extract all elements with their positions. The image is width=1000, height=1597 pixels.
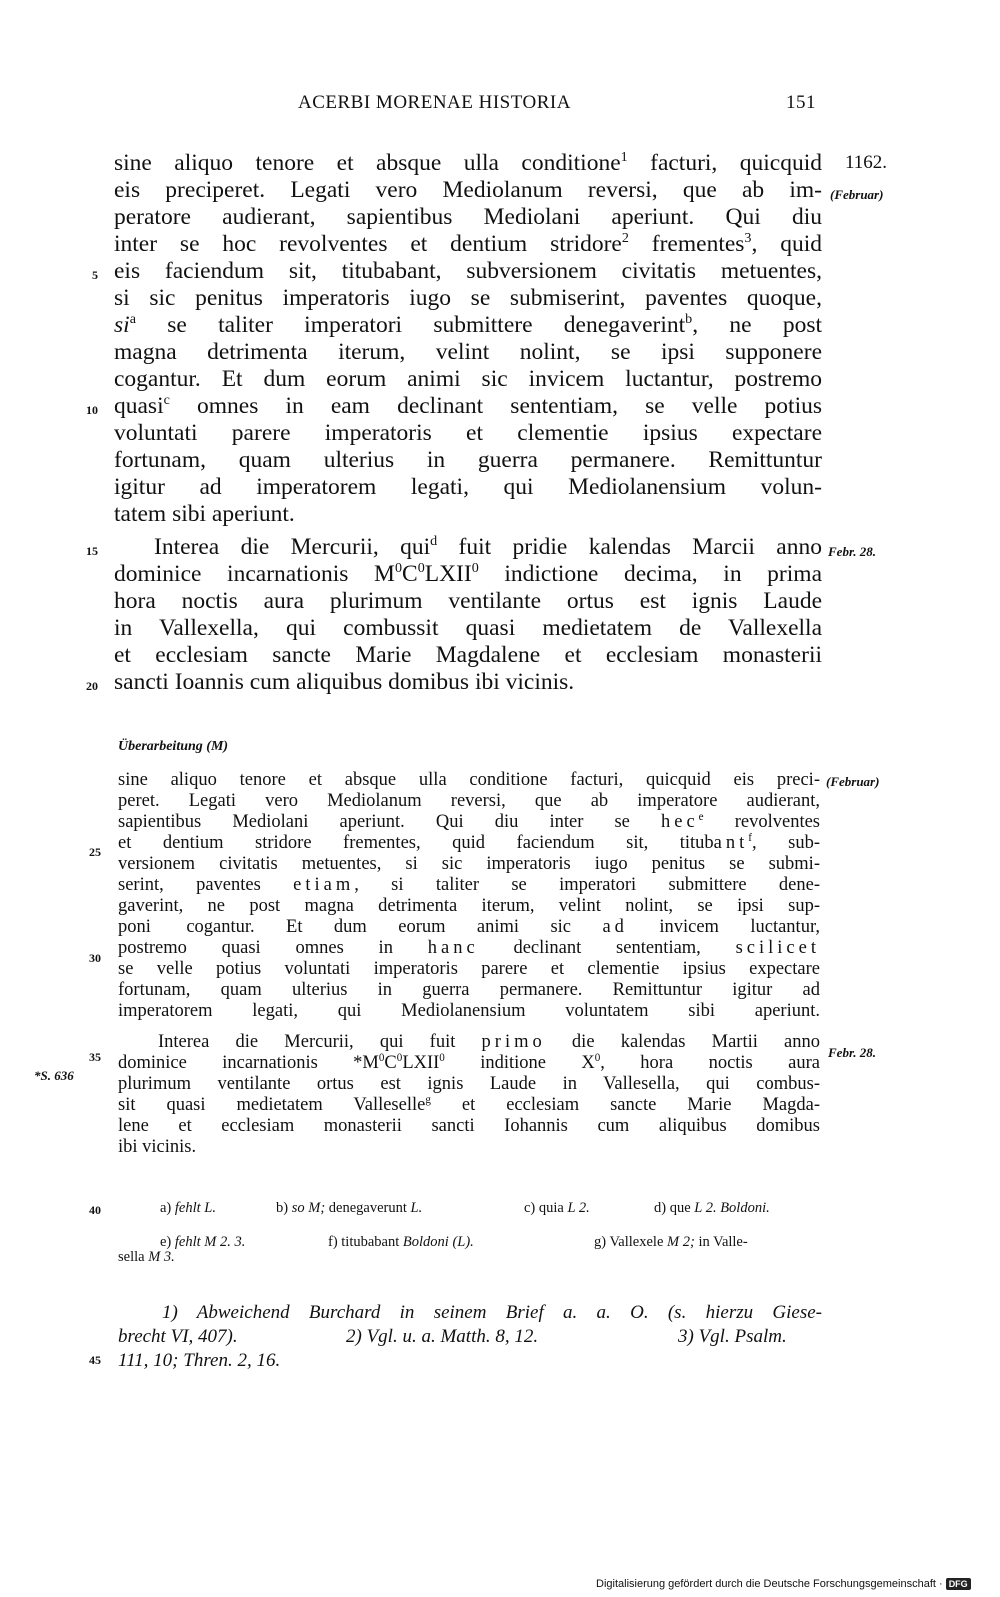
line-number-35: 35 (89, 1050, 101, 1064)
main-line-15: Interea die Mercurii, qui$^d$ fuit pridie kalendas Marcii anno (154, 533, 822, 560)
digitization-credit (596, 1578, 971, 1590)
running-title: ACERBI MORENAE HISTORIA (298, 92, 571, 113)
second-line-11: fortunam, quam ulterius in guerra permanere. Remittuntur igitur ad (118, 980, 820, 1000)
second-line-3: sapientibus Mediolani aperiunt. Qui diu inter se hec$^e$ revolventes (118, 810, 820, 832)
main-line-12: fortunam, quam ulterius in guerra permanere. Remittuntur (114, 447, 822, 473)
line-number-15: 15 (86, 544, 98, 558)
main-line-6: si sic penitus imperatoris iugo se submiserint, paventes quoque, (114, 285, 822, 311)
apparatus-d: d) que L 2. Boldoni. (654, 1200, 770, 1216)
second-line-1: sine aliquo tenore et absque ulla conditione facturi, quicquid eis preci- (118, 770, 820, 790)
apparatus-c: c) quia L 2. (524, 1200, 590, 1216)
footnote-2: 2) Vgl. u. a. Matth. 8, 12. (346, 1326, 539, 1347)
main-line-17: hora noctis aura plurimum ventilante ortus est ignis Laude (114, 588, 822, 614)
footnote-1-cont: brecht VI, 407). (118, 1326, 238, 1347)
second-line-12: imperatorem legati, qui Mediolanensium voluntatem sibi aperiunt. (118, 1001, 820, 1021)
second-line-7: gaverint, ne post magna detrimenta iterum, velint nolint, se ipsi sup- (118, 896, 820, 916)
credit-text: Digitalisierung gefördert durch die Deutsche Forschungsgemeinschaft · (596, 1578, 943, 1590)
dfg-logo: DFG (946, 1578, 971, 1590)
apparatus-a: a) fehlt L. (160, 1200, 216, 1216)
main-line-14: tatem sibi aperiunt. (114, 501, 295, 527)
line-number-5: 5 (92, 268, 98, 282)
second-line-2: peret. Legati vero Mediolanum reversi, que ab imperatore audierant, (118, 791, 820, 811)
apparatus-f: f) titubabant Boldoni (L). (328, 1234, 474, 1250)
main-line-7: $si^a$ se taliter imperatori submittere denegaverint$^b$, ne post (114, 311, 823, 338)
main-line-11: voluntati parere imperatoris et clementie ipsius expectare (114, 420, 822, 446)
margin-page-ref: *S. 636 (34, 1068, 74, 1083)
margin-year: 1162. (845, 152, 888, 173)
margin-date-febr28: Febr. 28. (828, 544, 877, 559)
second-line-16: sit quasi medietatem Valleselle$^g$ et ecclesiam sancte Marie Magda- (118, 1093, 820, 1115)
main-line-8: magna detrimenta iterum, velint nolint, se ipsi supponere (114, 339, 822, 365)
second-line-4: et dentium stridore frementes, quid faciendum sit, titubant$^f$, sub- (118, 831, 820, 853)
main-line-18: in Vallexella, qui combussit quasi medietatem de Vallexella (114, 615, 822, 641)
footnote-3: 3) Vgl. Psalm. (678, 1326, 787, 1347)
footnote-1: 1) Abweichend Burchard in seinem Brief a. a. O. (s. hierzu Giese- (162, 1302, 822, 1323)
second-line-10: se velle potius voluntati imperatoris parere et clementie ipsius expectare (118, 959, 820, 979)
second-line-13: Interea die Mercurii, qui fuit primo die kalendas Martii anno (158, 1032, 821, 1052)
main-line-3: peratore audierant, sapientibus Mediolani aperiunt. Qui diu (114, 204, 822, 230)
margin-date-febr28-2: Febr. 28. (828, 1045, 877, 1060)
line-number-30: 30 (89, 951, 101, 965)
main-line-16: dominice incarnationis $M^0C^0LXII^0$ indictione decima, in prima (114, 560, 822, 587)
main-line-20: sancti Ioannis cum aliquibus domibus ibi vicinis. (114, 669, 575, 695)
apparatus-e: e) fehlt M 2. 3. (160, 1234, 246, 1250)
main-line-2: eis preciperet. Legati vero Mediolanum reversi, que ab im- (114, 177, 822, 203)
line-number-45: 45 (89, 1353, 101, 1367)
footnote-3-cont: 111, 10; Thren. 2, 16. (118, 1350, 281, 1371)
main-line-13: igitur ad imperatorem legati, qui Mediolanensium volun- (114, 474, 822, 500)
main-line-19: et ecclesiam sancte Marie Magdalene et ecclesiam monasterii (114, 642, 822, 668)
second-line-14: dominice incarnationis $*M^0C^0LXII^0$ inditione $X^0$, hora noctis aura (118, 1051, 820, 1073)
section-heading: Überarbeitung (M) (118, 739, 229, 754)
apparatus-g: g) Vallexele M 2; in Valle- (594, 1234, 748, 1250)
main-line-10: quasi$^c$ omnes in eam declinant sententiam, se velle potius (114, 392, 822, 419)
second-line-17: lene et ecclesiam monasterii sancti Iohannis cum aliquibus domibus (118, 1116, 820, 1136)
margin-date-februar: (Februar) (830, 187, 884, 202)
main-line-9: cogantur. Et dum eorum animi sic invicem luctantur, postremo (114, 366, 822, 392)
line-number-20: 20 (86, 679, 98, 693)
apparatus-g-cont: sella M 3. (118, 1249, 175, 1265)
page-number: 151 (786, 92, 816, 113)
second-line-15: plurimum ventilante ortus est ignis Laude in Vallesella, qui combus- (118, 1074, 820, 1094)
second-line-6: serint, paventes etiam, si taliter se imperatori submittere dene- (118, 875, 820, 895)
main-line-4: inter se hoc revolventes et dentium stridore$^2$ frementes$^3$, quid (114, 230, 822, 257)
second-line-8: poni cogantur. Et dum eorum animi sic ad invicem luctantur, (118, 917, 820, 937)
line-number-25: 25 (89, 845, 101, 859)
line-number-40: 40 (89, 1203, 101, 1217)
margin-date-februar-2: (Februar) (826, 774, 880, 789)
main-line-1: sine aliquo tenore et absque ulla conditione$^1$ facturi, quicquid (114, 149, 822, 176)
second-line-18: ibi vicinis. (118, 1137, 197, 1157)
second-line-5: versionem civitatis metuentes, si sic imperatoris iugo penitus se submi- (118, 854, 820, 874)
second-line-9: postremo quasi omnes in hanc declinant sententiam, scilicet (118, 938, 820, 958)
main-line-5: eis faciendum sit, titubabant, subversionem civitatis metuentes, (114, 258, 822, 284)
apparatus-b: b) so M; denegaverunt L. (276, 1200, 423, 1216)
line-number-10: 10 (86, 403, 98, 417)
